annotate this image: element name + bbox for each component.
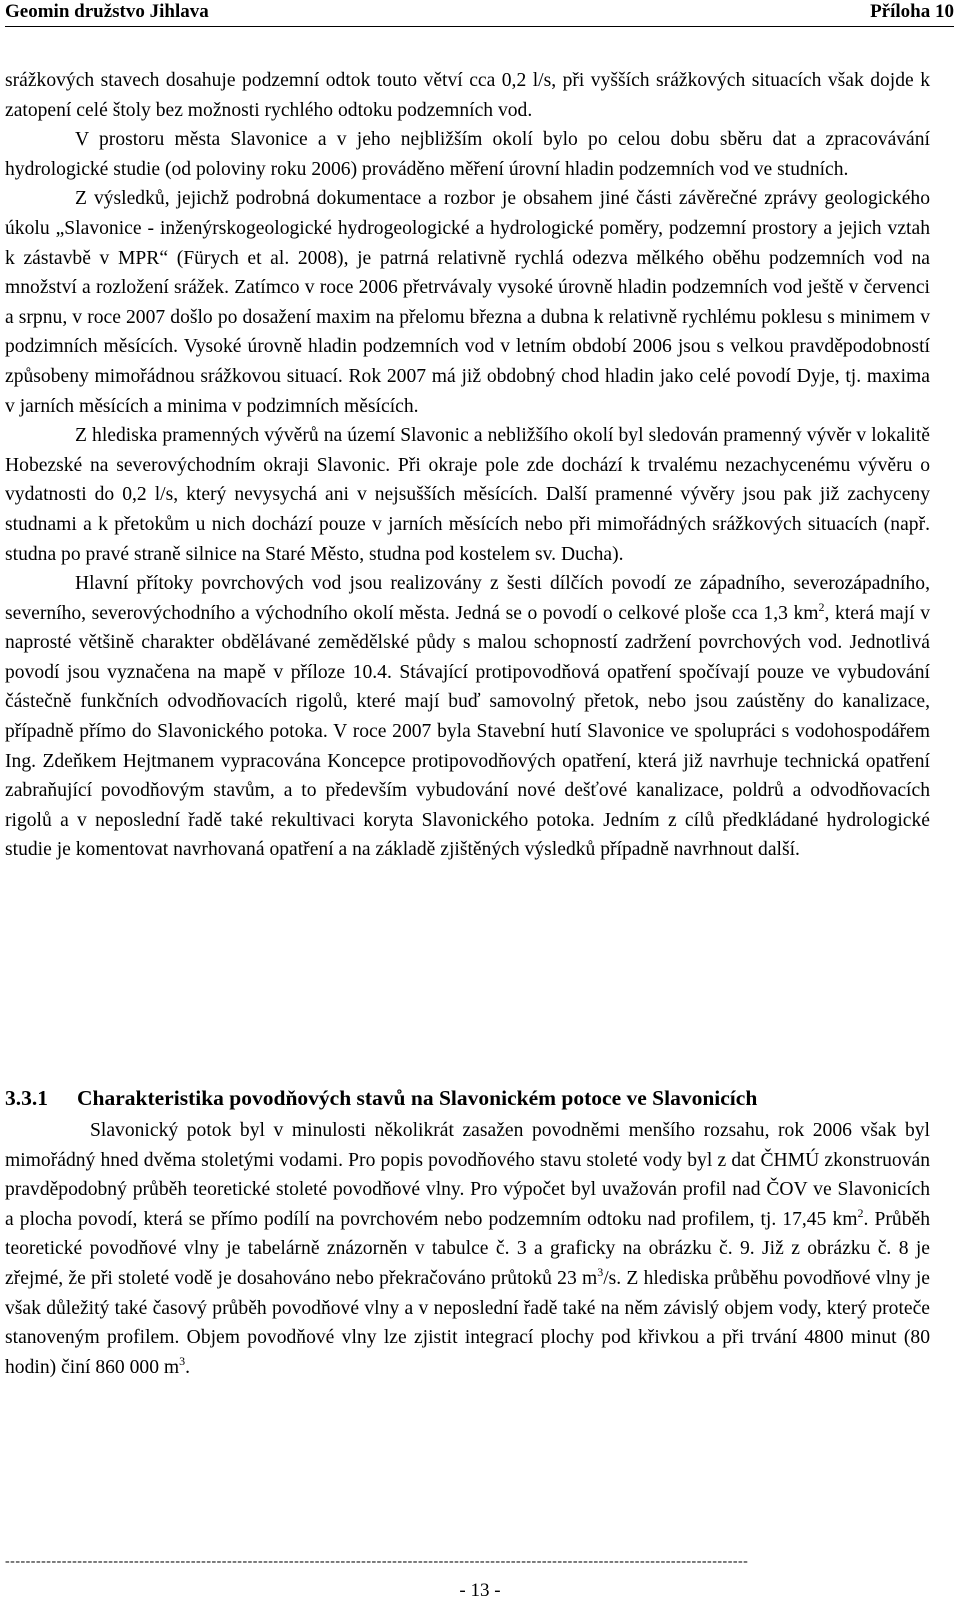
paragraph-5 xyxy=(5,569,930,865)
paragraph-4: Z hlediska pramenných vývěrů na území Slavonic a nebližšího okolí byl sledován pramenný vývěr v lokalitě Hobezské na severovýchodním okraji Slavonic. Při okraje pole zde dochází k trvalému nezachycenému vývěru o vydatnosti do 0,2 l/s, který nevysychá ani v nejsušších měsících. Další pramenné vývěry jsou pak již zachyceny studnami a k přetokům u nich dochází pouze v jarních měsících nebo při mimořádných srážkových situacích (např. studna po pravé straně silnice na Staré Město, studna pod kostelem sv. Ducha). xyxy=(5,425,930,565)
section-number: 3.3.1 xyxy=(5,1086,48,1110)
header-organization: Geomin družstvo Jihlava xyxy=(5,1,209,22)
section-text-b: . Průběh teoretické povodňové vlny je tabelárně znázorněn v tabulce č. 3 a graficky na obrázku č. 9. Již z obrázku č. 8 je zřejmé, že při stoleté vodě je dosahováno nebo překračováno průtoků 23 m xyxy=(5,1208,931,1289)
section-text-a: Slavonický potok byl v minulosti několikrát zasažen povodněmi menšího rozsahu, rok 2006 však byl mimořádný hned dvěma stoletými vodami. Pro popis povodňového stavu stoleté vody byl z dat ČHMÚ zkonstruován pravděpodobný průběh teoretické stoleté povodňové vlny. Pro výpočet byl uvažován profil nad ČOV ve Slavonicích a plocha povodí, která se přímo podílí na povrchovém nebo podzemním odtoku nad profilem, tj. 17,45 km xyxy=(5,1120,930,1230)
section-body xyxy=(5,1116,930,1382)
section-title: Charakteristika povodňových stavů na Slavonickém potoce ve Slavonicích xyxy=(77,1086,758,1110)
body-text xyxy=(5,66,930,865)
page-number: - 13 - xyxy=(459,1580,501,1601)
paragraph-3: Z výsledků, jejichž podrobná dokumentace a rozbor je obsahem jiné části závěrečné zprávy geologického úkolu „Slavonice - inženýrskogeologické hydrogeologické a hydrologické poměry, podzemní prostory a jejich vztah k zástavbě v MPR“ (Fürych et al. 2008), je patrná relativně rychlá odezva mělkého oběhu podzemních vod na množství a rozložení srážek. Zatímco v roce 2006 přetrvávaly vysoké úrovně hladin podzemních vod ještě v červenci a srpnu, v roce 2007 došlo po dosažení maxim na přelomu března a dubna k relativně rychlému poklesu s minimem v podzimních měsících. Vysoké úrovně hladin podzemních vod v letním období 2006 jsou s velkou pravděpodobností způsobeny mimořádnou srážkovou situací. Rok 2007 má již obdobný chod hladin jako celé povodí Dyje, tj. maxima v jarních měsících a minima v podzimních měsících. xyxy=(5,188,930,417)
superscript: 2 xyxy=(857,1205,864,1220)
footer-dashed-rule: ------------------------------------------------------------------------------------------------------------------------------------------------ xyxy=(5,1554,749,1569)
superscript: 2 xyxy=(818,599,825,614)
section-text-c: /s. Z hlediska průběhu povodňové vlny je však důležitý také časový průběh povodňové vlny a v neposlední řadě také na něm závislý objem vody, který proteče stanoveným profilem. Objem povodňové vlny lze zjistit integrací plochy pod křivkou a při trvání 4800 minut (80 hodin) činí 860 000 m xyxy=(5,1267,930,1378)
paragraph-2: V prostoru města Slavonice a v jeho nejbližším okolí bylo po celou dobu sběru dat a zpracovávání hydrologické studie (od poloviny roku 2006) prováděno měření úrovní hladin podzemních vod ve studních. xyxy=(5,129,930,180)
section-paragraph xyxy=(5,1116,930,1382)
section-heading xyxy=(5,1083,935,1113)
superscript: 3 xyxy=(179,1353,186,1368)
paragraph-1: srážkových stavech dosahuje podzemní odtok touto větví cca 0,2 l/s, při vyšších srážkových situacích však dojde k zatopení celé štoly bez možnosti rychlého odtoku podzemních vod. xyxy=(5,70,930,121)
section-text-d: . xyxy=(185,1356,191,1378)
paragraph-5-part-b: , která mají v naprosté většině charakter obdělávané zemědělské půdy s malou schopností zadržení povrchových vod. Jednotlivá povodí jsou vyznačena na mapě v příloze 10.4. Stávající protipovodňová opatření spočívají pouze ve vybudování částečně funkčních odvodňovacích rigolů, které mají buď samovolný přetok, nebo jsou zaústěny do kanalizace, případně přímo do Slavonického potoka. V roce 2007 byla Stavební hutí Slavonice ve spolupráci s vodohospodářem Ing. Zdeňkem Hejtmanem vypracována Koncepce protipovodňových opatření, která již navrhuje technická opatření zabraňující povodňovým stavům, a to především vybudování nové dešťové kanalizace, poldrů a odvodňovacích rigolů a v neposlední řadě také rekultivaci koryta Slavonického potoka. Jedním z cílů předkládané hydrologické studie je komentovat navrhovaná opatření a na základě zjištěných výsledků případně navrhnout další. xyxy=(5,602,930,861)
page-header xyxy=(5,0,954,27)
superscript: 3 xyxy=(597,1264,604,1279)
paragraph-5-part-a: Hlavní přítoky povrchových vod jsou realizovány z šesti dílčích povodí ze západního, severozápadního, severního, severovýchodního a východního okolí města. Jedná se o povodí o celkové ploše cca 1,3 km xyxy=(5,573,930,624)
header-appendix-label: Příloha 10 xyxy=(870,1,954,22)
